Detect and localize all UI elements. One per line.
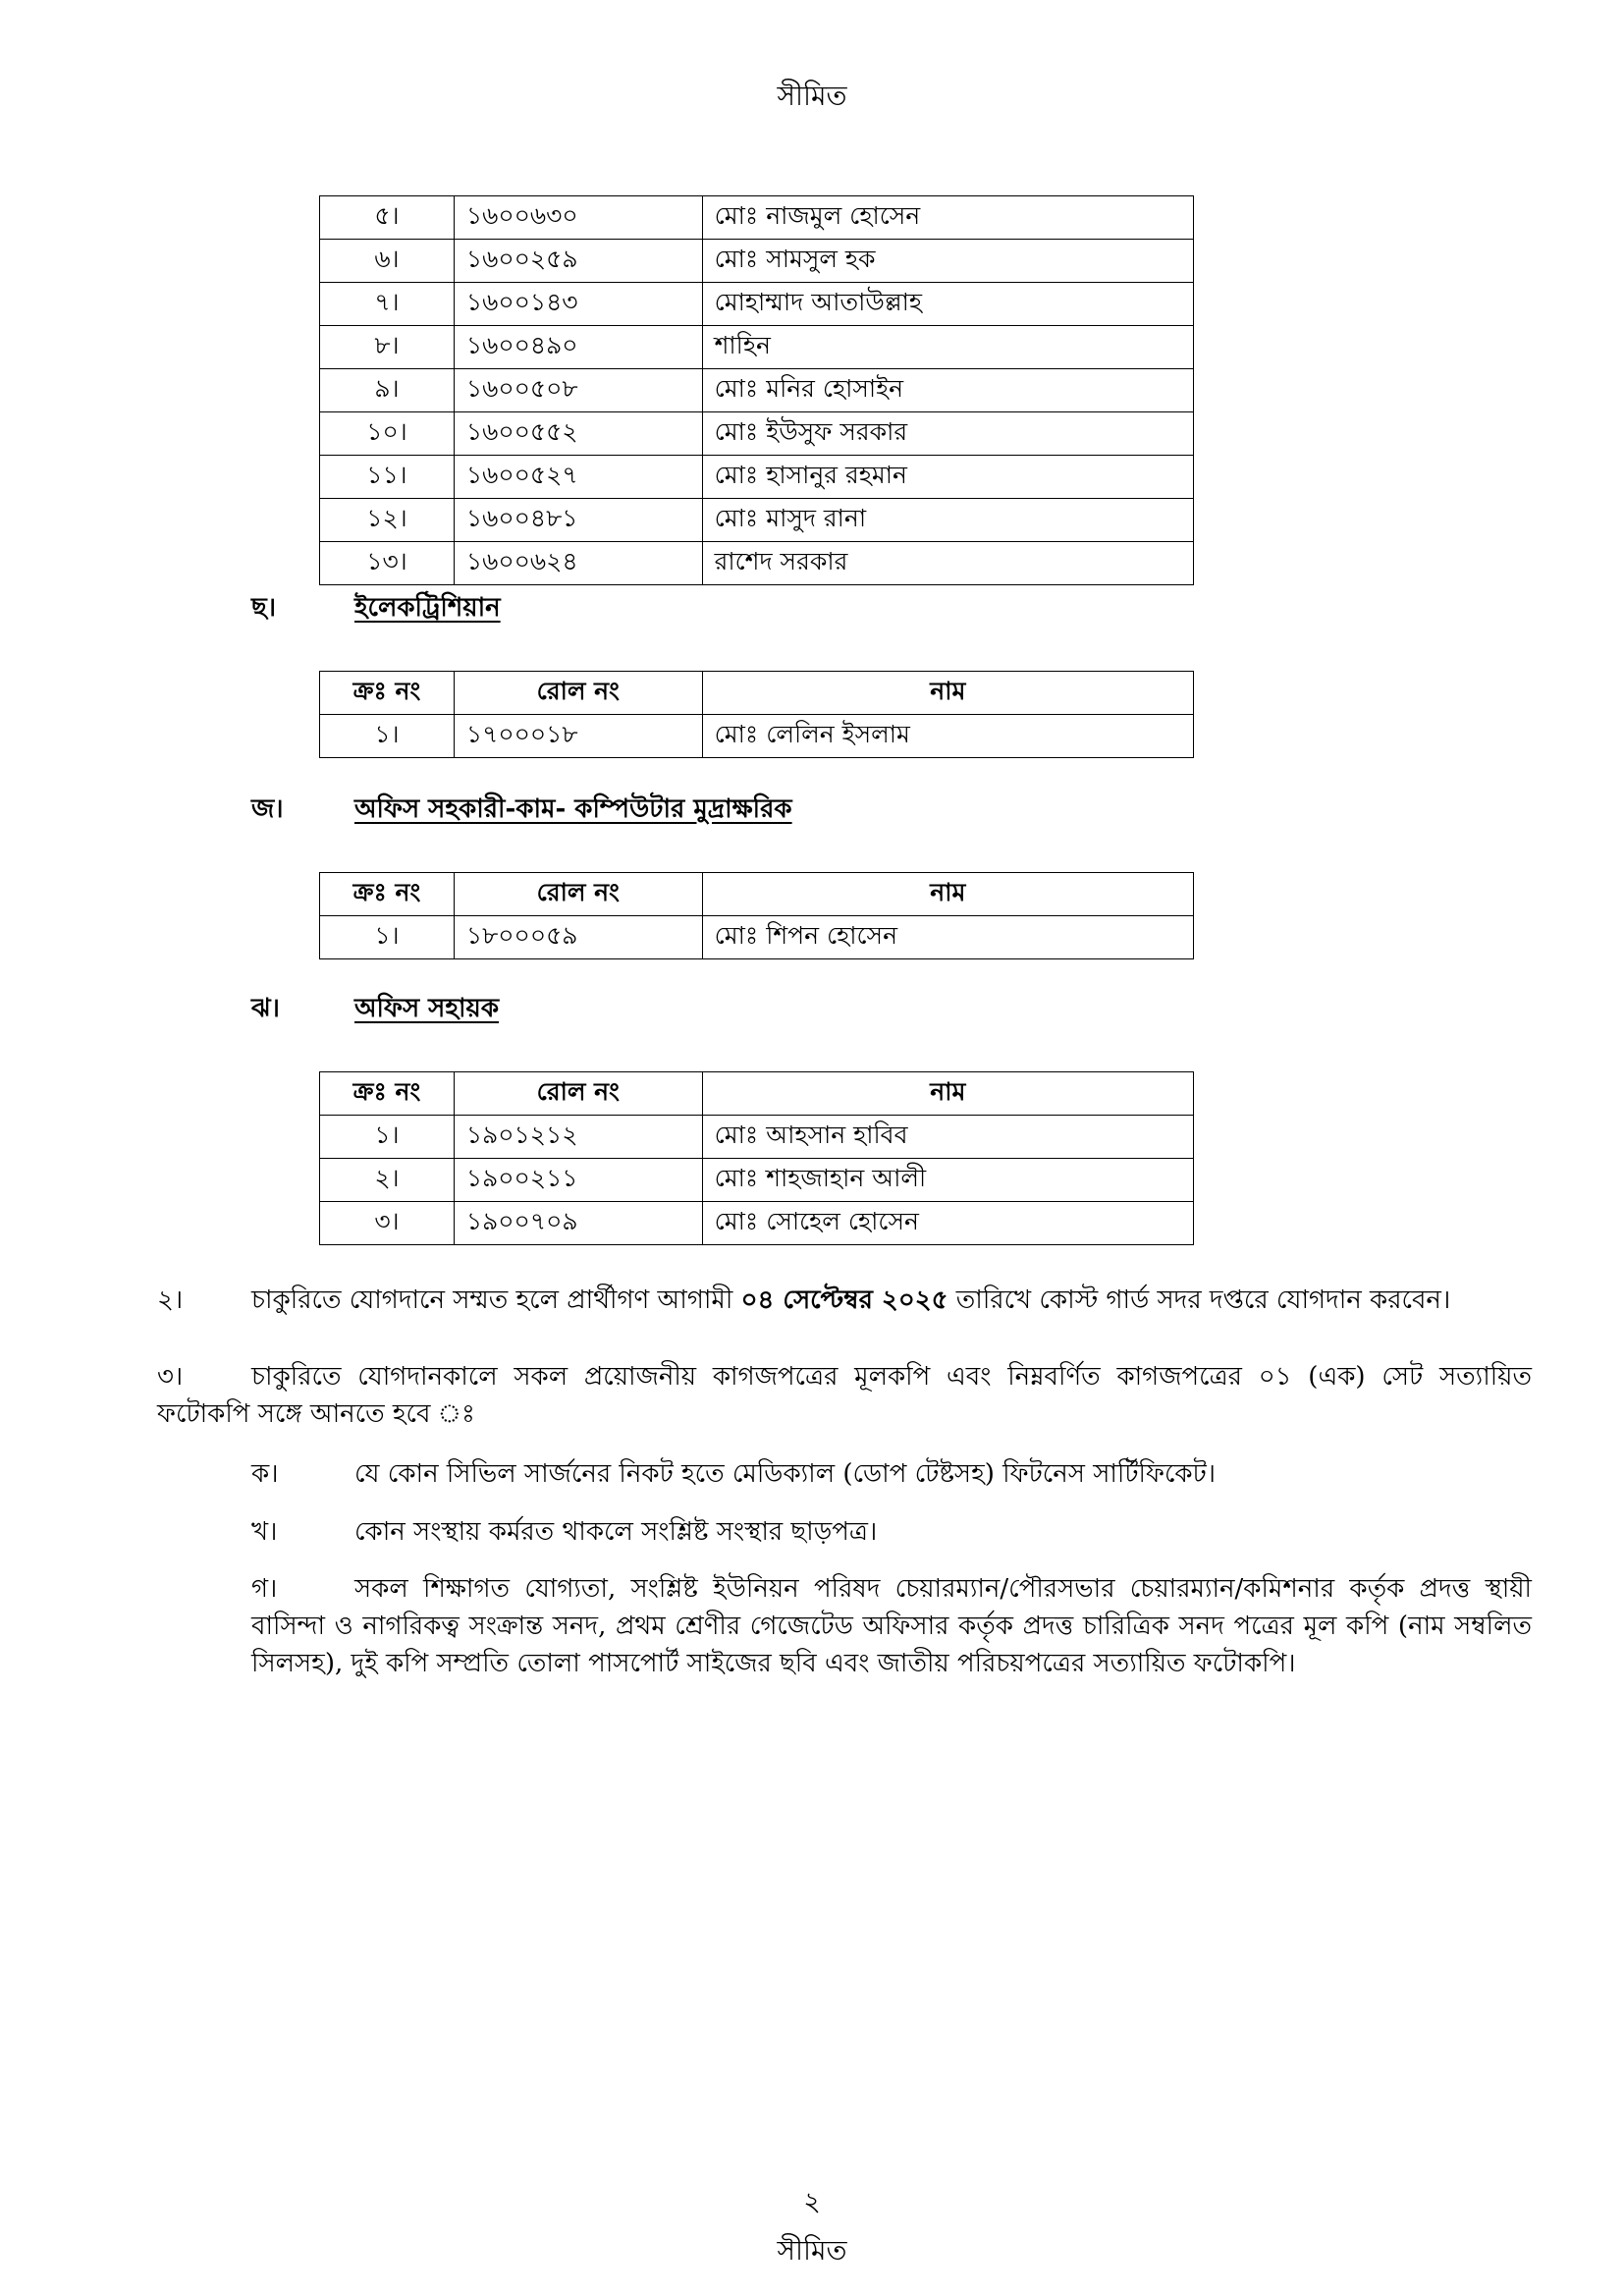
section-title: অফিস সহায়ক	[354, 994, 500, 1023]
table-row	[320, 715, 1194, 758]
section-letter: জ।	[251, 794, 284, 824]
footer-classification: সীমিত	[777, 2234, 847, 2267]
table-row	[320, 412, 1194, 456]
table-row	[320, 1159, 1194, 1202]
paragraph-text-before: চাকুরিতে যোগদানে সম্মত হলে প্রার্থীগণ আগামী	[251, 1285, 741, 1315]
section-title: ইলেকট্রিশিয়ান	[354, 593, 501, 623]
serial-column-header: ক্রঃ নং	[320, 1072, 455, 1116]
serial-cell: ১।	[320, 1116, 455, 1159]
serial-cell: ১।	[320, 916, 455, 959]
section-title: অফিস সহকারী-কাম- কম্পিউটার মুদ্রাক্ষরিক	[354, 794, 792, 824]
name-cell: মোঃ সোহেল হোসেন	[702, 1202, 1193, 1245]
section-office-assistant-typist-heading	[251, 789, 792, 832]
table-row	[320, 499, 1194, 542]
header-row	[320, 873, 1194, 916]
name-cell: মোহাম্মাদ আতাউল্লাহ	[702, 283, 1193, 326]
name-cell: মোঃ ইউসুফ সরকার	[702, 412, 1193, 456]
roll-cell: ১৬০০৫৫২	[454, 412, 702, 456]
electrician-table	[319, 671, 1194, 758]
section-letter: ঝ।	[251, 994, 280, 1023]
roll-cell: ১৬০০৬২৪	[454, 542, 702, 585]
name-cell: মোঃ শিপন হোসেন	[702, 916, 1193, 959]
subitem-certificates	[251, 1570, 1532, 1682]
header-row	[320, 672, 1194, 715]
serial-cell: ১৩।	[320, 542, 455, 585]
paragraph-number: ৩।	[157, 1362, 184, 1392]
serial-column-header: ক্রঃ নং	[320, 672, 455, 715]
roll-column-header: রোল নং	[454, 1072, 702, 1116]
name-cell: মোঃ শাহজাহান আলী	[702, 1159, 1193, 1202]
serial-cell: ৯।	[320, 369, 455, 412]
roll-cell: ১৯০০৭০৯	[454, 1202, 702, 1245]
serial-cell: ১০।	[320, 412, 455, 456]
paragraph-joining-date	[157, 1282, 1532, 1319]
table-body	[320, 916, 1194, 959]
subitem-letter: ক।	[251, 1459, 279, 1489]
table-row	[320, 1202, 1194, 1245]
continued-roll-table	[319, 195, 1194, 585]
table-header	[320, 873, 1194, 916]
table-row	[320, 1116, 1194, 1159]
name-cell: মোঃ মনির হোসাইন	[702, 369, 1193, 412]
serial-cell: ৭।	[320, 283, 455, 326]
section-electrician-heading	[251, 587, 501, 630]
serial-cell: ১২।	[320, 499, 455, 542]
roll-cell: ১৬০০৬৩০	[454, 196, 702, 240]
table-row	[320, 542, 1194, 585]
subitem-medical-certificate	[251, 1455, 1532, 1493]
name-cell: মোঃ মাসুদ রানা	[702, 499, 1193, 542]
paragraph-text: চাকুরিতে যোগদানকালে সকল প্রয়োজনীয় কাগজপত্রের মূলকপি এবং নিম্নবর্ণিত কাগজপত্রের ০১ (এক) সেট সত্যায়িত ফটোকপি সঙ্গে আনতে হবে ঃ	[157, 1362, 1532, 1429]
table-row	[320, 369, 1194, 412]
table-row	[320, 456, 1194, 499]
roll-cell: ১৬০০১৪৩	[454, 283, 702, 326]
name-cell: মোঃ হাসানুর রহমান	[702, 456, 1193, 499]
paragraph-documents-required	[157, 1358, 1532, 1433]
serial-cell: ৬।	[320, 240, 455, 283]
subitem-text: সকল শিক্ষাগত যোগ্যতা, সংশ্লিষ্ট ইউনিয়ন পরিষদ চেয়ারম্যান/পৌরসভার চেয়ারম্যান/কমিশনার কর্তৃক প্রদত্ত স্থায়ী বাসিন্দা ও নাগরিকত্ব সংক্রান্ত সনদ, প্রথম শ্রেণীর গেজেটেড অফিসার কর্তৃক প্রদত্ত চারিত্রিক সনদ পত্রের মূল কপি (নাম সম্বলিত সিলসহ), দুই কপি সম্প্রতি তোলা পাসপোর্ট সাইজের ছবি এবং জাতীয় পরিচয়পত্রের সত্যায়িত ফটোকপি।	[251, 1574, 1532, 1678]
subitem-letter: গ।	[251, 1574, 278, 1604]
roll-cell: ১৬০০২৫৯	[454, 240, 702, 283]
subitem-text: যে কোন সিভিল সার্জনের নিকট হতে মেডিক্যাল (ডোপ টেষ্টসহ) ফিটনেস সার্টিফিকেট।	[354, 1459, 1217, 1489]
serial-cell: ২।	[320, 1159, 455, 1202]
name-column-header: নাম	[702, 873, 1193, 916]
name-cell: মোঃ সামসুল হক	[702, 240, 1193, 283]
section-office-helper-heading	[251, 988, 499, 1031]
subitem-text: কোন সংস্থায় কর্মরত থাকলে সংশ্লিষ্ট সংস্থার ছাড়পত্র।	[354, 1517, 878, 1547]
joining-date: ০৪ সেপ্টেম্বর ২০২৫	[740, 1285, 948, 1315]
header-classification: সীমিত	[777, 80, 847, 112]
table-row	[320, 283, 1194, 326]
table-row	[320, 240, 1194, 283]
table-header	[320, 1072, 1194, 1116]
roll-cell: ১৯০০২১১	[454, 1159, 702, 1202]
page-number: ২	[803, 2187, 821, 2217]
name-column-header: নাম	[702, 1072, 1193, 1116]
roll-cell: ১৯০১২১২	[454, 1116, 702, 1159]
table-row	[320, 326, 1194, 369]
name-cell: শাহিন	[702, 326, 1193, 369]
table-row	[320, 916, 1194, 959]
name-cell: মোঃ লেলিন ইসলাম	[702, 715, 1193, 758]
roll-cell: ১৬০০৪৮১	[454, 499, 702, 542]
office-assistant-typist-table	[319, 872, 1194, 959]
header-row	[320, 1072, 1194, 1116]
paragraph-number: ২।	[157, 1285, 184, 1315]
table-row	[320, 196, 1194, 240]
subitem-letter: খ।	[251, 1517, 278, 1547]
roll-cell: ১৮০০০৫৯	[454, 916, 702, 959]
table-body	[320, 1116, 1194, 1245]
subitem-release-letter	[251, 1513, 1532, 1551]
roll-cell: ১৭০০০১৮	[454, 715, 702, 758]
roll-column-header: রোল নং	[454, 873, 702, 916]
paragraph-text-after: তারিখে কোস্ট গার্ড সদর দপ্তরে যোগদান করবেন।	[947, 1285, 1451, 1315]
roll-cell: ১৬০০৫২৭	[454, 456, 702, 499]
office-helper-table	[319, 1071, 1194, 1245]
table-header	[320, 672, 1194, 715]
serial-cell: ৮।	[320, 326, 455, 369]
name-cell: মোঃ আহসান হাবিব	[702, 1116, 1193, 1159]
table-body	[320, 715, 1194, 758]
roll-column-header: রোল নং	[454, 672, 702, 715]
serial-cell: ৫।	[320, 196, 455, 240]
serial-column-header: ক্রঃ নং	[320, 873, 455, 916]
section-letter: ছ।	[251, 593, 277, 623]
name-cell: রাশেদ সরকার	[702, 542, 1193, 585]
continued-table-body	[320, 196, 1194, 585]
roll-cell: ১৬০০৪৯০	[454, 326, 702, 369]
name-column-header: নাম	[702, 672, 1193, 715]
serial-cell: ৩।	[320, 1202, 455, 1245]
roll-cell: ১৬০০৫০৮	[454, 369, 702, 412]
serial-cell: ১১।	[320, 456, 455, 499]
name-cell: মোঃ নাজমুল হোসেন	[702, 196, 1193, 240]
serial-cell: ১।	[320, 715, 455, 758]
